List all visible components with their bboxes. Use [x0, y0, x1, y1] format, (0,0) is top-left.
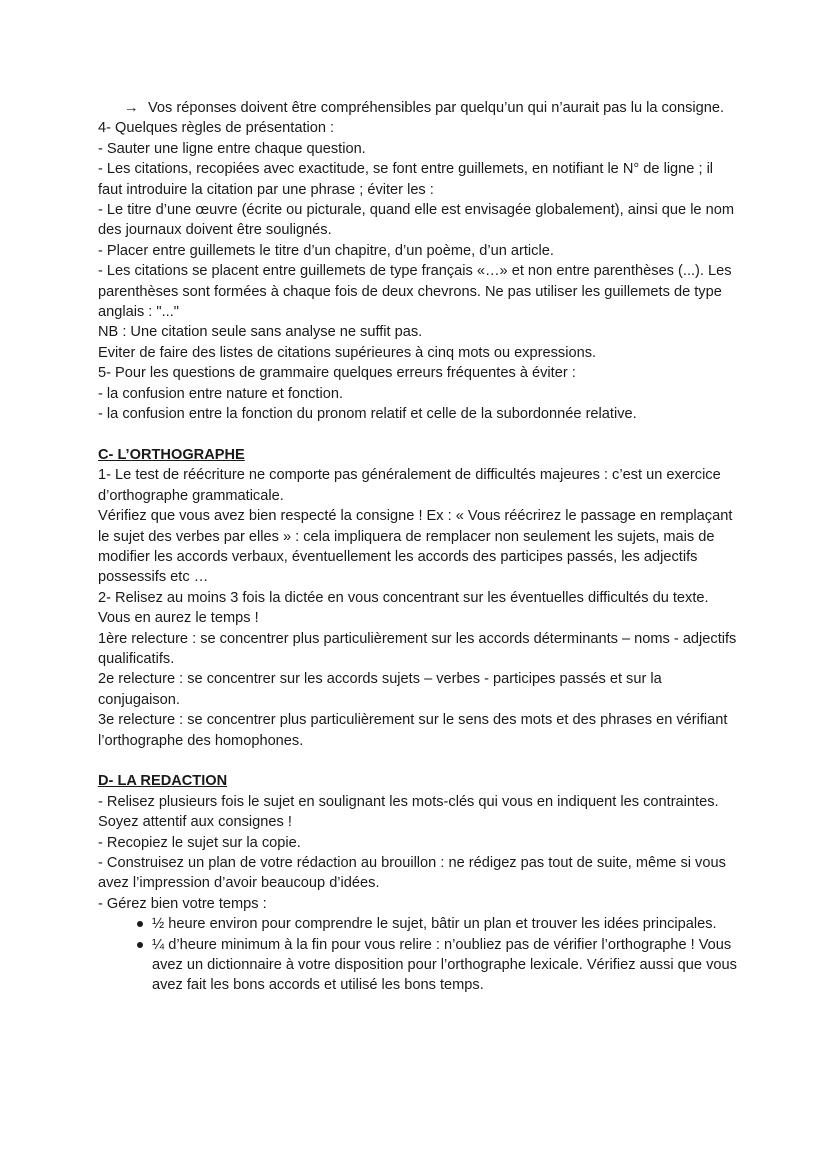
list-item: [98, 914, 738, 934]
paragraph: - Relisez plusieurs fois le sujet en soulignant les mots-clés qui vous en indiquent les contraintes. Soyez attentif aux consignes !: [98, 793, 719, 831]
paragraph: Vérifiez que vous avez bien respecté la consigne ! Ex : « Vous réécrirez le passage en remplaçant le sujet des verbes par elles » : cela impliquera de remplacer non seulement les sujets, mais de modifier les accords verbaux, éventuellement les accords des participes passés, les adjectifs possessifs etc …: [98, 508, 733, 586]
paragraph: - Gérez bien votre temps :: [98, 895, 267, 912]
spacer: [98, 751, 738, 771]
paragraph: - Construisez un plan de votre rédaction au brouillon : ne rédigez pas tout de suite, même si vous avez l’impression d’avoir beaucoup d’idées.: [98, 855, 726, 892]
document-page: [98, 98, 738, 996]
paragraph: - Recopiez le sujet sur la copie.: [98, 834, 301, 851]
paragraph: - Le titre d’une œuvre (écrite ou picturale, quand elle est envisagée globalement), ainsi que le nom des journaux doivent être soulignés.: [98, 202, 734, 239]
paragraph: - Les citations, recopiées avec exactitude, se font entre guillemets, en notifiant le N° de ligne ; il faut introduire la citation par une phrase ; éviter les :: [98, 161, 714, 198]
arrow-item: [98, 98, 738, 118]
section-c-heading: C- L’ORTHOGRAPHE: [98, 446, 245, 463]
list-item-text: ½ heure environ pour comprendre le sujet, bâtir un plan et trouver les idées principales.: [152, 916, 717, 933]
paragraph: - Sauter une ligne entre chaque question.: [98, 140, 366, 157]
section-4-title: 4- Quelques règles de présentation :: [98, 120, 335, 137]
paragraph: - la confusion entre nature et fonction.: [98, 385, 344, 402]
paragraph: 1ère relecture : se concentrer plus particulièrement sur les accords déterminants – noms - adjectifs qualificatifs.: [98, 630, 737, 667]
right-arrow-icon: →: [124, 100, 139, 116]
paragraph: 1- Le test de réécriture ne comporte pas généralement de difficultés majeures : c’est un exercice d’orthographe grammaticale.: [98, 467, 721, 504]
section-5-title: 5- Pour les questions de grammaire quelques erreurs fréquentes à éviter :: [98, 365, 576, 382]
paragraph: NB : Une citation seule sans analyse ne suffit pas.: [98, 324, 423, 341]
paragraph: - Placer entre guillemets le titre d’un chapitre, d’un poème, d’un article.: [98, 242, 554, 259]
paragraph: 2- Relisez au moins 3 fois la dictée en vous concentrant sur les éventuelles difficultés du texte. Vous en aurez le temps !: [98, 589, 709, 627]
list-item: [98, 935, 738, 996]
paragraph: 2e relecture : se concentrer sur les accords sujets – verbes - participes passés et sur la conjugaison.: [98, 671, 662, 708]
paragraph: Eviter de faire des listes de citations supérieures à cinq mots ou expressions.: [98, 344, 597, 361]
bullet-icon: [134, 914, 152, 934]
paragraph: 3e relecture : se concentrer plus particulièrement sur le sens des mots et des phrases en vérifiant l’orthographe des homophones.: [98, 712, 728, 749]
paragraph: - Les citations se placent entre guillemets de type français «…» et non entre parenthèses (...). Les parenthèses sont formées à chaque fois de deux chevrons. Ne pas utiliser les guillemets de type anglais : "...": [98, 263, 732, 321]
section-d-heading: D- LA REDACTION: [98, 773, 228, 790]
list-item-text: ¼ d’heure minimum à la fin pour vous relire : n’oubliez pas de vérifier l’orthographe ! Vous avez un dictionnaire à votre disposition pour l’orthographe lexicale. Vérifiez aussi que vous avez fait les bons accords et utilisé les bons temps.: [152, 936, 737, 994]
arrow-item-text: Vos réponses doivent être compréhensibles par quelqu’un qui n’aurait pas lu la consigne.: [148, 100, 725, 116]
bullet-icon: [134, 935, 152, 996]
spacer: [98, 425, 738, 445]
paragraph: - la confusion entre la fonction du pronom relatif et celle de la subordonnée relative.: [98, 406, 637, 423]
